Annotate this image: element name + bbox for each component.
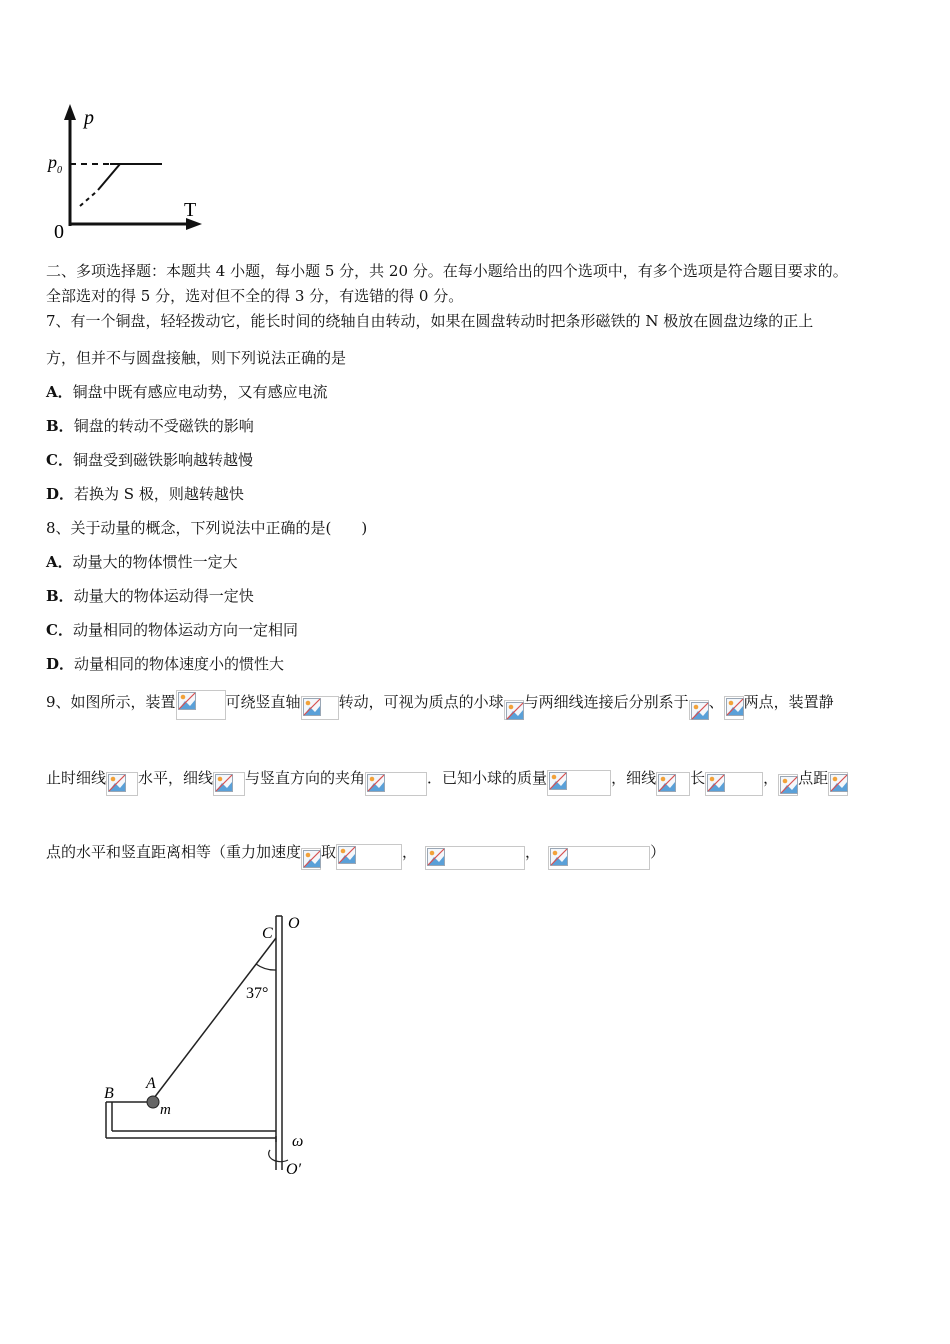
t-axis-label: T (184, 199, 197, 221)
q9-line2 (46, 760, 848, 796)
q9-text: 两点，装置静 (743, 693, 834, 711)
option-text: 动量大的物体运动得一定快 (73, 587, 254, 605)
q9-line1 (46, 684, 834, 720)
q9-text: ， (525, 843, 541, 861)
broken-image-icon (336, 844, 402, 870)
broken-image-icon (301, 696, 339, 720)
broken-image-icon (365, 772, 427, 796)
label-c: C (262, 925, 273, 942)
q9-line3 (46, 834, 665, 870)
process-dashed (80, 192, 96, 206)
rotating-device-figure (96, 908, 336, 1188)
q8-option-b (46, 586, 254, 606)
q7-option-b (46, 416, 254, 436)
broken-image-icon (504, 700, 524, 720)
broken-image-icon (724, 696, 744, 720)
q9-text: 9、如图所示，装置 (46, 693, 176, 711)
q7-stem-line1: 7、有一个铜盘，轻轻拨动它，能长时间的绕轴自由转动，如果在圆盘转动时把条形磁铁的 N 极放在圆盘边缘的正上 (46, 312, 814, 330)
q9-text: ，细线 (611, 769, 657, 787)
label-o-prime: O′ (286, 1161, 302, 1178)
q7-option-a (46, 382, 328, 402)
q9-text: 取 (321, 843, 337, 861)
q8-option-a (46, 552, 238, 572)
option-letter: C． (46, 621, 73, 639)
q8-option-d (46, 654, 284, 674)
option-text: 若换为 S 极，则越转越快 (74, 485, 244, 503)
label-angle: 37° (246, 985, 269, 1002)
q9-text: 止时细线 (46, 769, 107, 787)
q9-text: ．已知小球的质量 (427, 769, 548, 787)
q9-text: 水平，细线 (138, 769, 214, 787)
label-omega: ω (292, 1133, 304, 1150)
process-line (98, 164, 120, 190)
broken-image-icon (828, 772, 848, 796)
label-b: B (104, 1085, 114, 1102)
option-letter: A． (46, 383, 73, 401)
q9-text: 点的水平和竖直距离相等（重力加速度 (46, 843, 302, 861)
q9-text: 、 (708, 693, 724, 711)
q9-text: 与两细线连接后分别系于 (523, 693, 689, 711)
p-t-graph (40, 100, 210, 240)
section2-line2: 全部选对的得 5 分，选对但不全的得 3 分，有选错的得 0 分。 (46, 287, 464, 305)
broken-image-icon (656, 772, 690, 796)
q7-option-d (46, 484, 244, 504)
string-ca (154, 938, 276, 1098)
option-text: 铜盘的转动不受磁铁的影响 (73, 417, 254, 435)
option-letter: D． (46, 655, 75, 673)
label-a: A (146, 1075, 156, 1092)
option-text: 铜盘受到磁铁影响越转越慢 (72, 451, 253, 469)
rotation-arrow (269, 1150, 288, 1162)
origin-label: 0 (54, 221, 64, 240)
p-axis-label: p (84, 107, 94, 129)
broken-image-icon (689, 700, 709, 720)
option-text: 铜盘中既有感应电动势，又有感应电流 (72, 383, 328, 401)
q9-text: ） (650, 843, 666, 861)
broken-image-icon (547, 770, 611, 796)
option-text: 动量大的物体惯性一定大 (72, 553, 238, 571)
ball (147, 1096, 159, 1108)
option-letter: D． (46, 485, 75, 503)
q9-text: 长 (690, 769, 706, 787)
q8-option-c (46, 620, 298, 640)
broken-image-icon (176, 690, 226, 720)
q7-option-c (46, 450, 253, 470)
broken-image-icon (705, 772, 763, 796)
label-m: m (160, 1102, 171, 1118)
option-text: 动量相同的物体速度小的惯性大 (74, 655, 285, 673)
q9-text: 点距 (798, 769, 829, 787)
section2-line1: 二、多项选择题：本题共 4 小题，每小题 5 分，共 20 分。在每小题给出的四个选项中，有多个选项是符合题目要求的。 (46, 262, 848, 280)
q7-stem-line2: 方，但并不与圆盘接触，则下列说法正确的是 (46, 349, 347, 367)
broken-image-icon (301, 848, 321, 870)
option-letter: B． (46, 587, 74, 605)
q9-text: 与竖直方向的夹角 (245, 769, 366, 787)
broken-image-icon (106, 772, 138, 796)
p0-label: $p_0$ (48, 152, 62, 176)
option-letter: A． (46, 553, 73, 571)
broken-image-icon (213, 772, 245, 796)
option-text: 动量相同的物体运动方向一定相同 (72, 621, 298, 639)
label-o: O (288, 915, 300, 932)
broken-image-icon (778, 774, 798, 796)
q9-text: 转动，可视为质点的小球 (338, 693, 504, 711)
q9-text: ， (763, 769, 779, 787)
q8-stem: 8、关于动量的概念，下列说法中正确的是( ) (46, 519, 368, 537)
broken-image-icon (548, 846, 650, 870)
angle-arc (256, 964, 276, 970)
broken-image-icon (425, 846, 525, 870)
p-axis-arrow (64, 104, 76, 120)
option-letter: B． (46, 417, 74, 435)
option-letter: C． (46, 451, 73, 469)
q9-text: ， (402, 843, 418, 861)
q9-text: 可绕竖直轴 (225, 693, 301, 711)
